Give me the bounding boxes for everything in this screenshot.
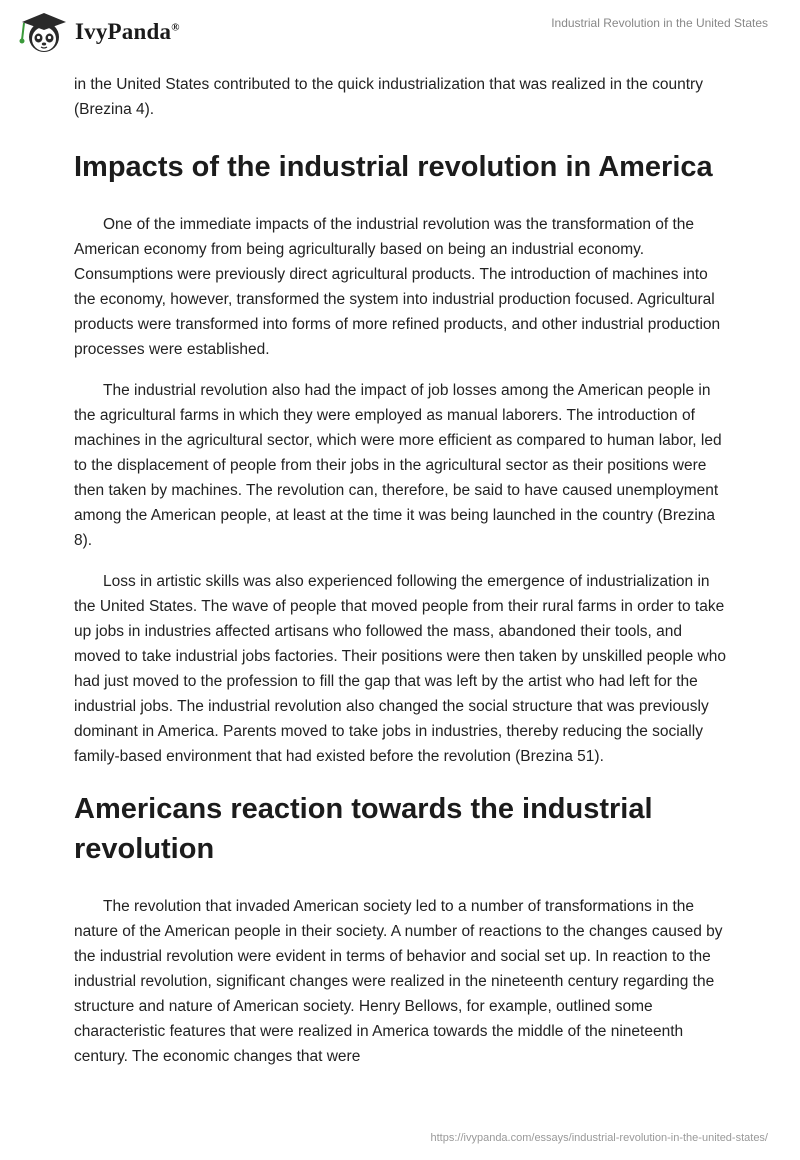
panda-graduation-cap-icon xyxy=(14,10,70,54)
paragraph-intro-tail: in the United States contributed to the quick industrialization that was realized in the country (Brezina 4). xyxy=(74,76,703,118)
essay-content xyxy=(74,72,726,1069)
page-header xyxy=(0,0,800,64)
paragraph-reaction: The revolution that invaded American society led to a number of transformations in the nature of the American people in their society. A number of reactions to the changes caused by the industrial revolution were evident in terms of behavior and social set up. In reaction to the industrial revolution, significant changes were realized in the nineteenth century regarding the structure and nature of American society. Henry Bellows, for example, outlined some characteristic features that were realized in America towards the middle of the nineteenth century. The economic changes that were xyxy=(74,898,723,1065)
document-title: Industrial Revolution in the United States xyxy=(551,16,768,30)
source-url[interactable]: https://ivypanda.com/essays/industrial-revolution-in-the-united-states/ xyxy=(430,1132,768,1144)
paragraph-artistic-skills: Loss in artistic skills was also experienced following the emergence of industrialization in the United States. The wave of people that moved people from their rural farms in order to take up jobs in industries affected artisans who followed the mass, abandoned their tools, and moved to take industrial jobs factories. Their positions were then taken by unskilled people who had just moved to the profession to fill the gap that was left by the artist who had left for the industrial jobs. The industrial revolution also changed the social structure that was previously dominant in America. Parents moved to take jobs in industries, thereby reducing the socially family-based environment that had existed before the revolution (Brezina 51). xyxy=(74,573,726,765)
section-heading-impacts: Impacts of the industrial revolution in America xyxy=(74,151,713,183)
paragraph-job-losses: The industrial revolution also had the impact of job losses among the American people in the agricultural farms in which they were employed as manual laborers. The introduction of machines in the agricultural sector, which were more efficient as compared to human labor, led to the displacement of people from their jobs in the agricultural sector as their positions were then taken by machines. The revolution can, therefore, be said to have caused unemployment among the American people, at least at the time it was being launched in the country (Brezina 8). xyxy=(74,382,722,549)
brand-name: IvyPanda® xyxy=(75,19,180,44)
brand-logo[interactable] xyxy=(14,10,180,54)
section-heading-reaction: Americans reaction towards the industrial revolution xyxy=(74,793,653,865)
paragraph-economy: One of the immediate impacts of the industrial revolution was the transformation of the American economy from being agriculturally based on being an industrial economy. Consumptions were previously direct agricultural products. The introduction of machines into the economy, however, transformed the system into industrial production focused. Agricultural products were transformed into forms of more refined products, and other industrial production processes were established. xyxy=(74,216,721,358)
